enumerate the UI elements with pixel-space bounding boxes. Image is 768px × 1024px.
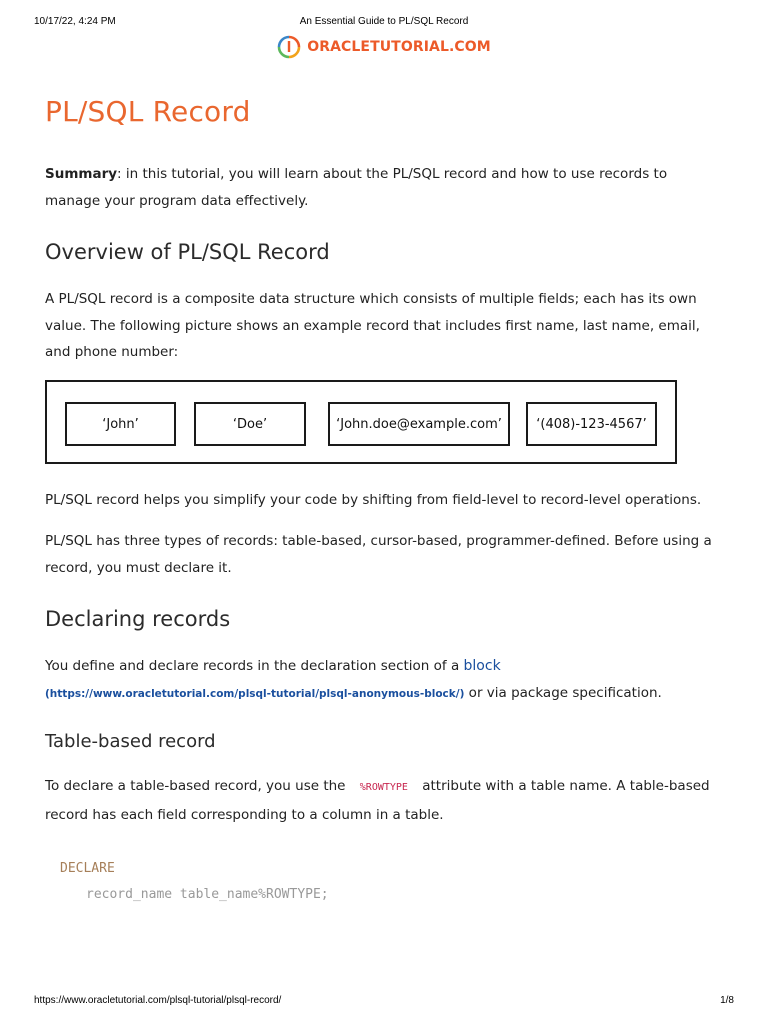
declaring-heading: Declaring records xyxy=(45,607,231,631)
declaring-text-before: You define and declare records in the declaration section of a xyxy=(45,658,464,674)
print-datetime: 10/17/22, 4:24 PM xyxy=(34,16,116,27)
declaring-text-after: or via package specification. xyxy=(464,684,662,701)
table-based-paragraph xyxy=(45,773,720,828)
summary-text: : in this tutorial, you will learn about the PL/SQL record and how to use records to manage your program data effectively. xyxy=(45,166,668,209)
rowtype-code: %ROWTYPE xyxy=(359,782,408,793)
site-logo[interactable] xyxy=(0,35,768,59)
print-url: https://www.oracletutorial.com/plsql-tutorial/plsql-record/ xyxy=(34,995,282,1006)
declaring-paragraph xyxy=(45,653,720,707)
record-diagram xyxy=(45,380,677,464)
print-page-number: 1/8 xyxy=(720,995,734,1006)
summary-paragraph xyxy=(45,161,720,214)
block-link-url[interactable]: (https://www.oracletutorial.com/plsql-tutorial/plsql-anonymous-block/) xyxy=(45,687,465,700)
page-title: PL/SQL Record xyxy=(45,95,251,128)
simplify-paragraph: PL/SQL record helps you simplify your code by shifting from field-level to record-level operations. xyxy=(45,492,702,508)
logo-icon xyxy=(277,35,301,59)
overview-paragraph: A PL/SQL record is a composite data structure which consists of multiple fields; each has its own value. The following picture shows an example record that includes first name, last name, email, and phone number: xyxy=(45,291,700,360)
summary-label: Summary xyxy=(45,166,118,182)
record-field-phone: ‘(408)-123-4567’ xyxy=(526,402,657,446)
table-based-text-before: To declare a table-based record, you use the xyxy=(45,778,350,794)
block-link[interactable]: block xyxy=(463,658,501,674)
record-field-email: ‘John.doe@example.com’ xyxy=(328,402,510,446)
code-statement: record_name table_name%ROWTYPE; xyxy=(86,887,329,902)
print-page-title: An Essential Guide to PL/SQL Record xyxy=(299,16,469,27)
table-based-text-after: attribute with a table name. A table-based record has each field corresponding to a column in a table. xyxy=(45,778,710,823)
logo-text: ORACLETUTORIAL.COM xyxy=(307,39,491,55)
record-field-first-name: ‘John’ xyxy=(65,402,176,446)
code-block xyxy=(45,848,720,938)
overview-heading: Overview of PL/SQL Record xyxy=(45,240,330,264)
types-paragraph: PL/SQL has three types of records: table-based, cursor-based, programmer-defined. Before using a record, you must declare it. xyxy=(45,533,712,576)
code-keyword: DECLARE xyxy=(60,861,115,876)
table-based-heading: Table-based record xyxy=(45,731,216,752)
record-field-last-name: ‘Doe’ xyxy=(194,402,306,446)
